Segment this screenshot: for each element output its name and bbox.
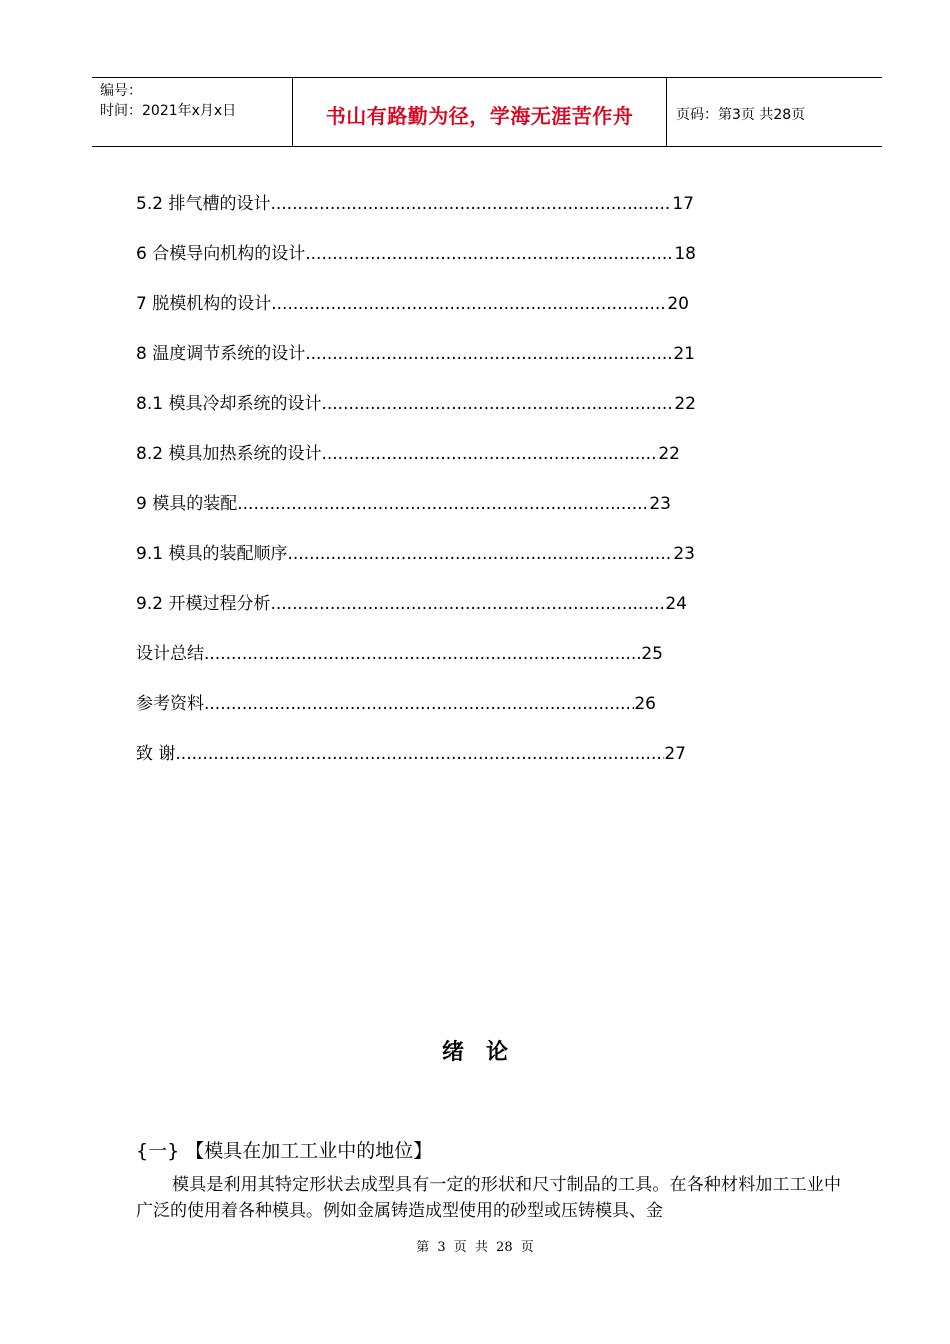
toc-leader-dots [271,294,667,313]
toc-leader-dots [305,344,673,363]
toc-entry[interactable] [136,489,671,513]
document-time-label: 时间：2021年x月x日 [100,103,237,119]
toc-leader-dots [321,394,674,413]
page-footer: 第 3 页 共 28 页 [416,1240,534,1255]
toc-entry[interactable] [136,439,680,463]
toc-entry[interactable] [136,239,696,263]
toc-leader-dots [270,594,665,613]
header-page-cell [666,78,882,146]
toc-entry-label: 9.1 模具的装配顺序 [136,544,288,563]
document-number-label: 编号： [100,83,142,99]
toc-entry[interactable] [136,639,663,663]
toc-leader-dots [321,444,658,463]
header-page-info: 页码：第3页 共28页 [676,107,806,123]
toc-leader-dots [175,744,664,763]
toc-entry-page: 17 [672,194,694,213]
toc-entry[interactable] [136,689,656,713]
toc-entry-page: 23 [673,544,695,563]
toc-entry-page: 25 [641,644,663,663]
toc-entry-label: 7 脱模机构的设计 [136,294,272,313]
toc-entry-label: 8 温度调节系统的设计 [136,344,306,363]
toc-entry-label: 8.1 模具冷却系统的设计 [136,394,322,413]
toc-entry-page: 26 [634,694,656,713]
toc-entry-page: 18 [674,244,696,263]
toc-entry-label: 9.2 开模过程分析 [136,594,271,613]
header-meta-cell [92,78,292,146]
toc-entry[interactable] [136,389,696,413]
page-header [92,77,882,147]
toc-entry-page: 20 [667,294,689,313]
toc-entry[interactable] [136,589,687,613]
toc-leader-dots [237,494,649,513]
toc-entry-page: 23 [649,494,671,513]
toc-entry-label: 致 谢 [136,744,176,763]
header-motto: 书山有路勤为径，学海无涯苦作舟 [325,104,634,128]
body-paragraph: 模具是利用其特定形状去成型具有一定的形状和尺寸制品的工具。在各种材料加工工业中广泛的使用着各种模具。例如金属铸造成型使用的砂型或压铸模具、金 [136,1175,841,1221]
toc-leader-dots [305,244,674,263]
toc-entry-label: 设计总结 [136,644,204,663]
toc-leader-dots [204,694,634,713]
toc-entry-label: 参考资料 [136,694,204,713]
toc-entry[interactable] [136,339,695,363]
toc-entry-label: 9 模具的装配 [136,494,238,513]
toc-entry[interactable] [136,739,686,763]
toc-entry-page: 21 [673,344,695,363]
toc-entry-page: 24 [665,594,687,613]
toc-leader-dots [287,544,673,563]
toc-entry[interactable] [136,189,694,213]
header-motto-cell [292,78,667,146]
section-title: {一} 【模具在加工工业中的地位】 [136,1140,433,1162]
toc-entry[interactable] [136,289,689,313]
toc-entry-label: 5.2 排气槽的设计 [136,194,271,213]
toc-entry-page: 22 [674,394,696,413]
toc-leader-dots [270,194,672,213]
toc-entry-label: 8.2 模具加热系统的设计 [136,444,322,463]
toc-leader-dots [204,644,641,663]
toc-entry-page: 27 [664,744,686,763]
toc-entry[interactable] [136,539,695,563]
chapter-heading: 绪论 [441,1040,530,1065]
toc-entry-label: 6 合模导向机构的设计 [136,244,306,263]
toc-entry-page: 22 [658,444,680,463]
